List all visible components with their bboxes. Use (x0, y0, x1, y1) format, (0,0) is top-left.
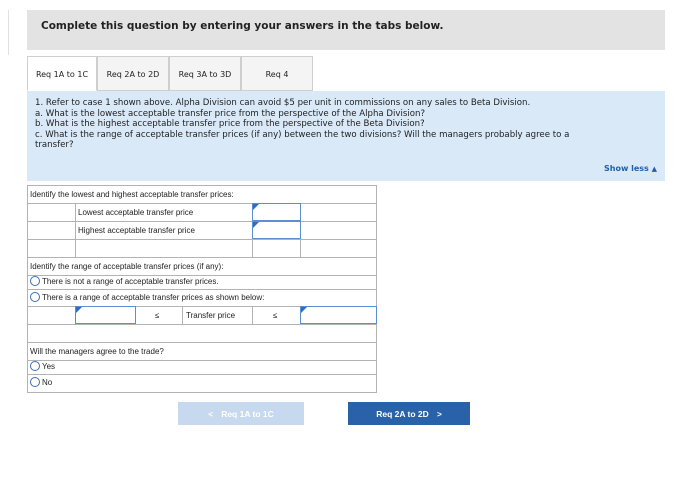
grid-line (27, 289, 377, 290)
grid-line (252, 306, 253, 324)
range-label: Identify the range of acceptable transfer prices (if any): (30, 262, 224, 271)
grid-line (27, 374, 377, 375)
question-line: b. What is the highest acceptable transfer price from the perspective of the Beta Division? (35, 119, 425, 130)
grid-line (27, 360, 377, 361)
tab-req-4[interactable]: Req 4 (241, 56, 313, 91)
range-high-input[interactable] (300, 306, 377, 324)
identify-prices-label: Identify the lowest and highest acceptable transfer prices: (30, 190, 234, 199)
grid-line (27, 324, 377, 325)
chevron-left-icon: < (208, 408, 214, 419)
grid-line (27, 275, 377, 276)
requirement-tabs (27, 56, 667, 91)
show-less-link[interactable] (604, 164, 657, 175)
lte-symbol: ≤ (155, 311, 160, 320)
question-line: a. What is the lowest acceptable transfer price from the perspective of the Alpha Division? (35, 108, 426, 119)
grid-line (27, 257, 377, 258)
question-line: transfer? (35, 140, 74, 151)
range-none-radio[interactable] (30, 276, 40, 286)
next-requirement-button[interactable] (348, 402, 470, 425)
grid-line (27, 392, 377, 393)
instruction-text: Complete this question by entering your answers in the tabs below. (41, 20, 444, 32)
grid-line (27, 185, 377, 186)
tab-req-3a-3d[interactable]: Req 3A to 3D (169, 56, 241, 91)
prev-requirement-button[interactable] (178, 402, 304, 425)
grid-line (75, 239, 76, 257)
grid-line (27, 342, 377, 343)
grid-line (27, 203, 377, 204)
grid-line (252, 239, 253, 257)
highest-price-input[interactable] (252, 221, 301, 239)
range-low-input[interactable] (75, 306, 136, 324)
left-edge-divider (0, 10, 9, 55)
lte-symbol: ≤ (273, 311, 278, 320)
highest-price-label: Highest acceptable transfer price (78, 226, 195, 235)
question-panel (27, 91, 665, 181)
transfer-price-label: Transfer price (186, 311, 236, 320)
agree-label: Will the managers agree to the trade? (30, 347, 164, 356)
next-button-label: Req 2A to 2D (376, 408, 429, 419)
lowest-price-label: Lowest acceptable transfer price (78, 208, 194, 217)
grid-line (182, 306, 183, 324)
question-line: 1. Refer to case 1 shown above. Alpha Division can avoid $5 per unit in commissions on any sales to Beta Division. (35, 98, 531, 108)
agree-yes-label: Yes (42, 362, 56, 371)
triangle-up-icon: ▲ (651, 165, 657, 174)
grid-line (300, 239, 301, 257)
answer-worksheet (27, 185, 377, 393)
chevron-right-icon: > (436, 408, 442, 419)
tab-req-1a-1c[interactable]: Req 1A to 1C (27, 56, 97, 91)
lowest-price-input[interactable] (252, 203, 301, 221)
range-yes-radio[interactable] (30, 292, 40, 302)
range-none-label: There is not a range of acceptable transfer prices. (42, 277, 219, 286)
agree-yes-radio[interactable] (30, 361, 40, 371)
grid-line (27, 221, 377, 222)
show-less-label: Show less (603, 164, 649, 174)
range-yes-label: There is a range of acceptable transfer prices as shown below: (42, 293, 265, 302)
agree-no-radio[interactable] (30, 377, 40, 387)
grid-line (27, 239, 377, 240)
tab-req-2a-2d[interactable]: Req 2A to 2D (97, 56, 169, 91)
instruction-header (27, 10, 665, 50)
agree-no-label: No (42, 378, 53, 387)
prev-button-label: Req 1A to 1C (221, 408, 274, 419)
question-line: c. What is the range of acceptable transfer prices (if any) between the two divisions? Will the managers probably agree to a (35, 129, 570, 140)
